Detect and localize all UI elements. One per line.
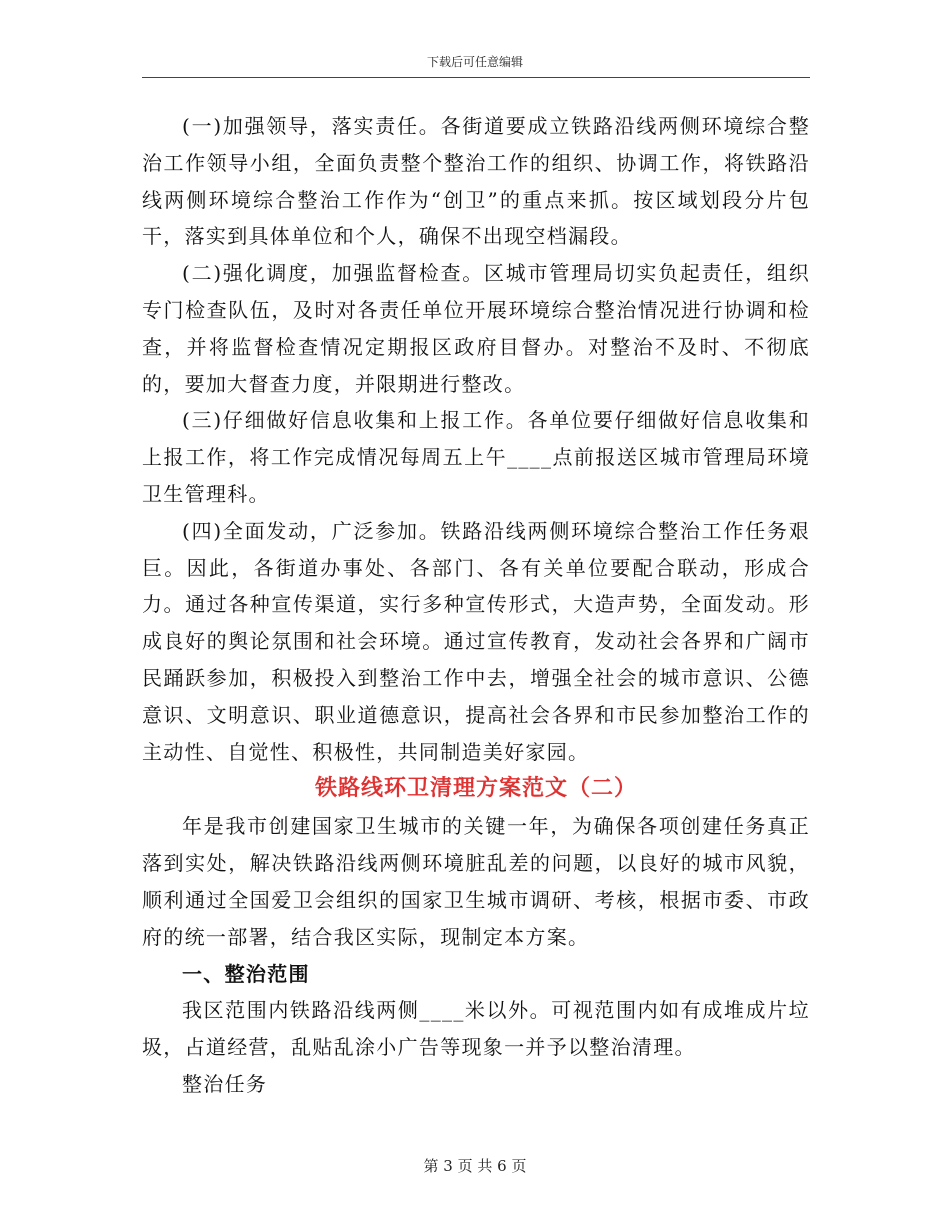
- paragraph-mobilization: (四)全面发动，广泛参加。铁路沿线两侧环境综合整治工作任务艰巨。因此，各街道办事处、各部门、各有关单位要配合联动，形成合力。通过各种宣传渠道，实行多种宣传形式，大造声势，全面发动。形成良好的舆论氛围和社会环境。通过宣传教育，发动社会各界和广阔市民踊跃参加，积极投入到整治工作中去，增强全社会的城市意识、公德意识、文明意识、职业道德意识，提高社会各界和市民参加整治工作的主动性、自觉性、积极性，共同制造美好家园。: [142, 518, 810, 764]
- paragraph-tasks: 整治任务: [182, 1071, 268, 1096]
- heading-scope: 一、整治范围: [182, 961, 310, 986]
- document-body: [142, 108, 810, 1103]
- page-header: 下载后可任意编辑: [426, 55, 523, 69]
- paragraph-information: (三)仔细做好信息收集和上报工作。各单位要仔细做好信息收集和上报工作，将工作完成情况每周五上午____点前报送区城市管理局环境卫生管理科。: [142, 408, 810, 506]
- paragraph-leadership: (一)加强领导，落实责任。各街道要成立铁路沿线两侧环境综合整治工作领导小组，全面负责整个整治工作的组织、协调工作，将铁路沿线两侧环境综合整治工作作为“创卫”的重点来抓。按区域划段分片包干，落实到具体单位和个人，确保不出现空档漏段。: [142, 114, 810, 249]
- header-divider: [142, 77, 810, 78]
- section-title: 铁路线环卫清理方案范文（二）: [314, 776, 637, 802]
- page-footer: 第 3 页 共 6 页: [423, 1157, 527, 1175]
- paragraph-supervision: (二)强化调度，加强监督检查。区城市管理局切实负起责任，组织专门检查队伍，及时对各责任单位开展环境综合整治情况进行协调和检查，并将监督检查情况定期报区政府目督办。对整治不及时、不彻底的，要加大督查力度，并限期进行整改。: [142, 261, 810, 396]
- paragraph-scope: 我区范围内铁路沿线两侧____米以外。可视范围内如有成堆成片垃圾，占道经营，乱贴乱涂小广告等现象一并予以整治清理。: [142, 998, 810, 1060]
- paragraph-intro: 年是我市创建国家卫生城市的关键一年，为确保各项创建任务真正落到实处，解决铁路沿线两侧环境脏乱差的问题，以良好的城市风貌，顺利通过全国爱卫会组织的国家卫生城市调研、考核，根据市委、市政府的统一部署，结合我区实际，现制定本方案。: [142, 814, 810, 949]
